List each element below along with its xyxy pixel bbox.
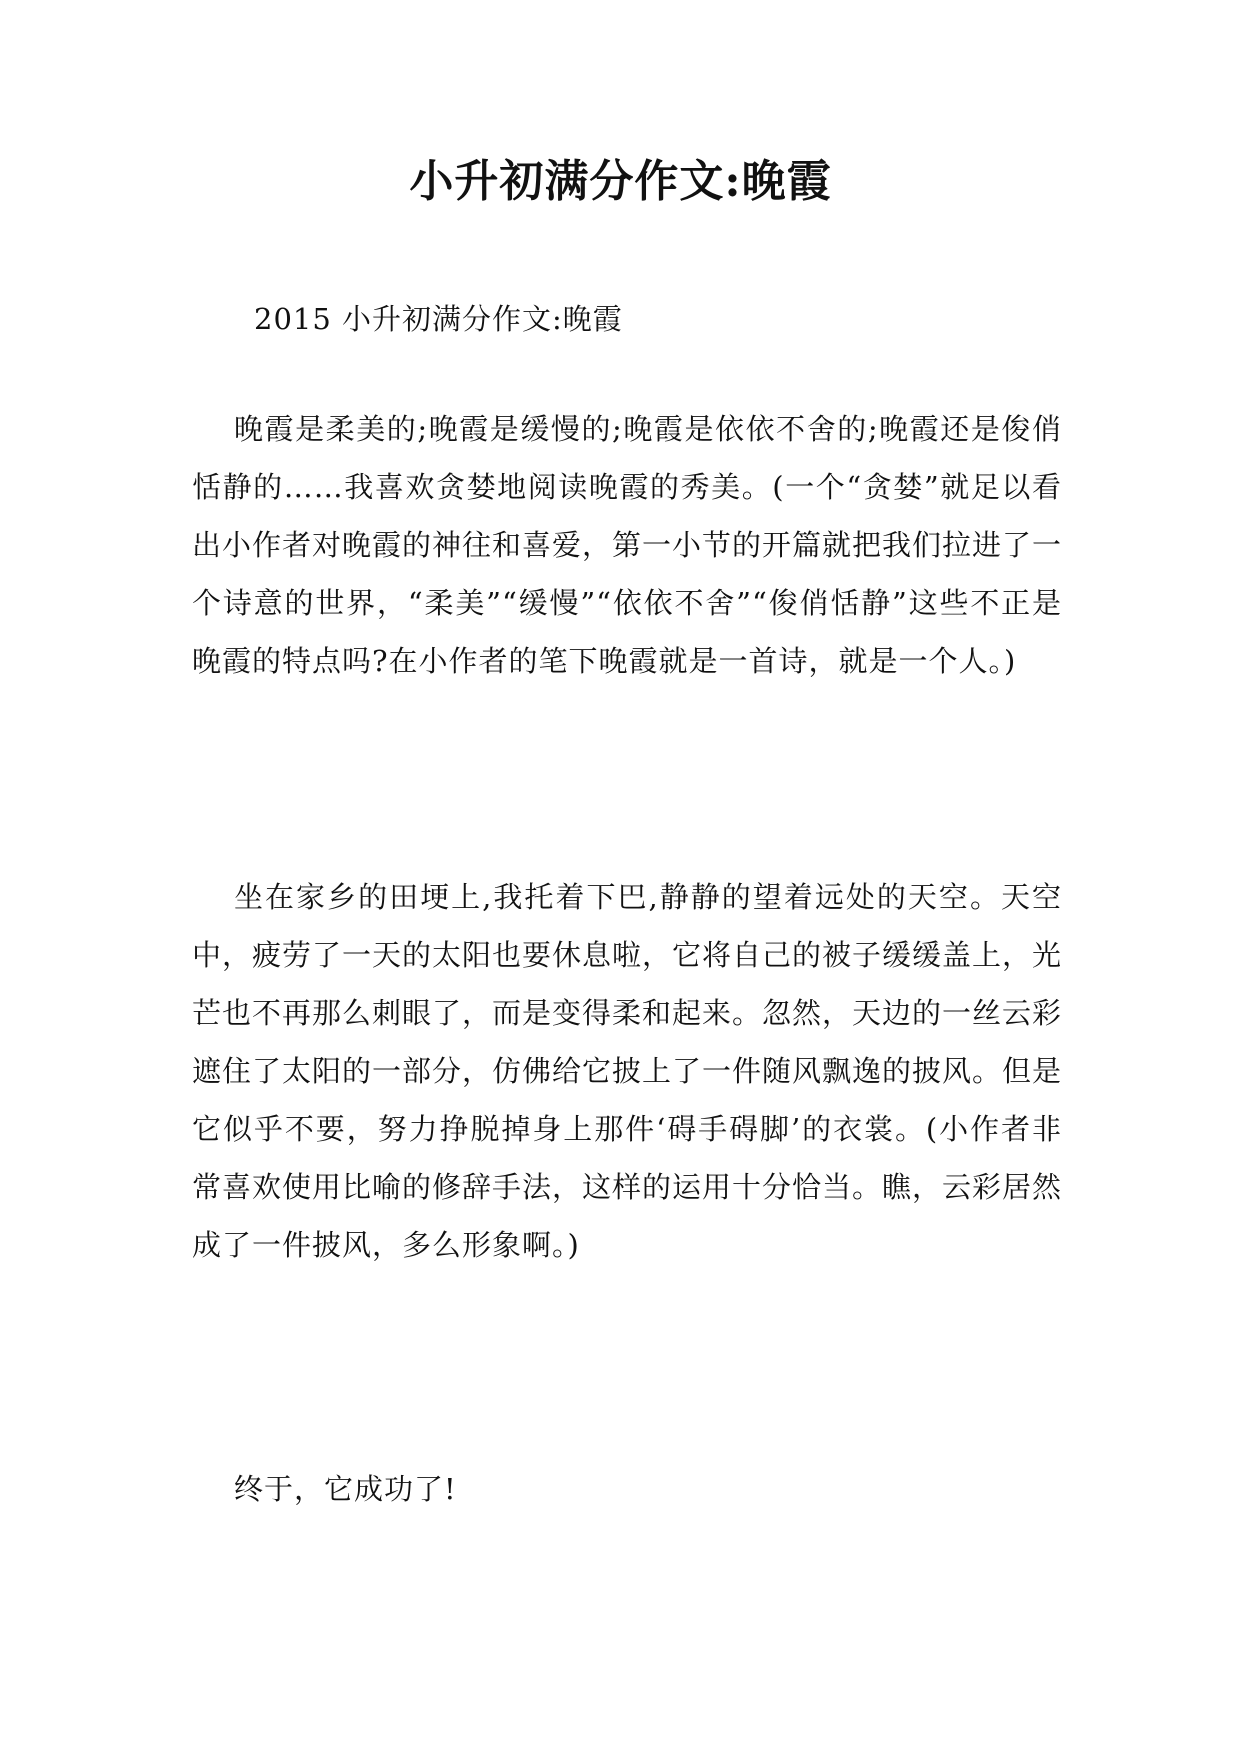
- paragraph-2: 坐在家乡的田埂上,我托着下巴,静静的望着远处的天空。天空中，疲劳了一天的太阳也要休息啦，它将自己的被子缓缓盖上，光芒也不再那么刺眼了，而是变得柔和起来。忽然，天边的一丝云彩遮住了太阳的一部分，仿佛给它披上了一件随风飘逸的披风。但是它似乎不要，努力挣脱掉身上那件‘碍手碍脚’的衣裳。(小作者非常喜欢使用比喻的修辞手法，这样的运用十分恰当。瞧，云彩居然成了一件披风，多么形象啊。): [192, 880, 1063, 1262]
- document-subtitle: 2015 小升初满分作文:晚霞: [254, 302, 623, 336]
- paragraph-1: 晚霞是柔美的;晚霞是缓慢的;晚霞是依依不舍的;晚霞还是俊俏恬静的……我喜欢贪婪地阅读晚霞的秀美。(一个“贪婪”就足以看出小作者对晚霞的神往和喜爱，第一小节的开篇就把我们拉进了一个诗意的世界，“柔美”“缓慢”“依依不舍”“俊俏恬静”这些不正是晚霞的特点吗?在小作者的笔下晚霞就是一首诗，就是一个人。): [192, 412, 1063, 678]
- document-title: 小升初满分作文:晚霞: [409, 156, 832, 207]
- paragraph-3: 终于，它成功了!: [234, 1472, 457, 1506]
